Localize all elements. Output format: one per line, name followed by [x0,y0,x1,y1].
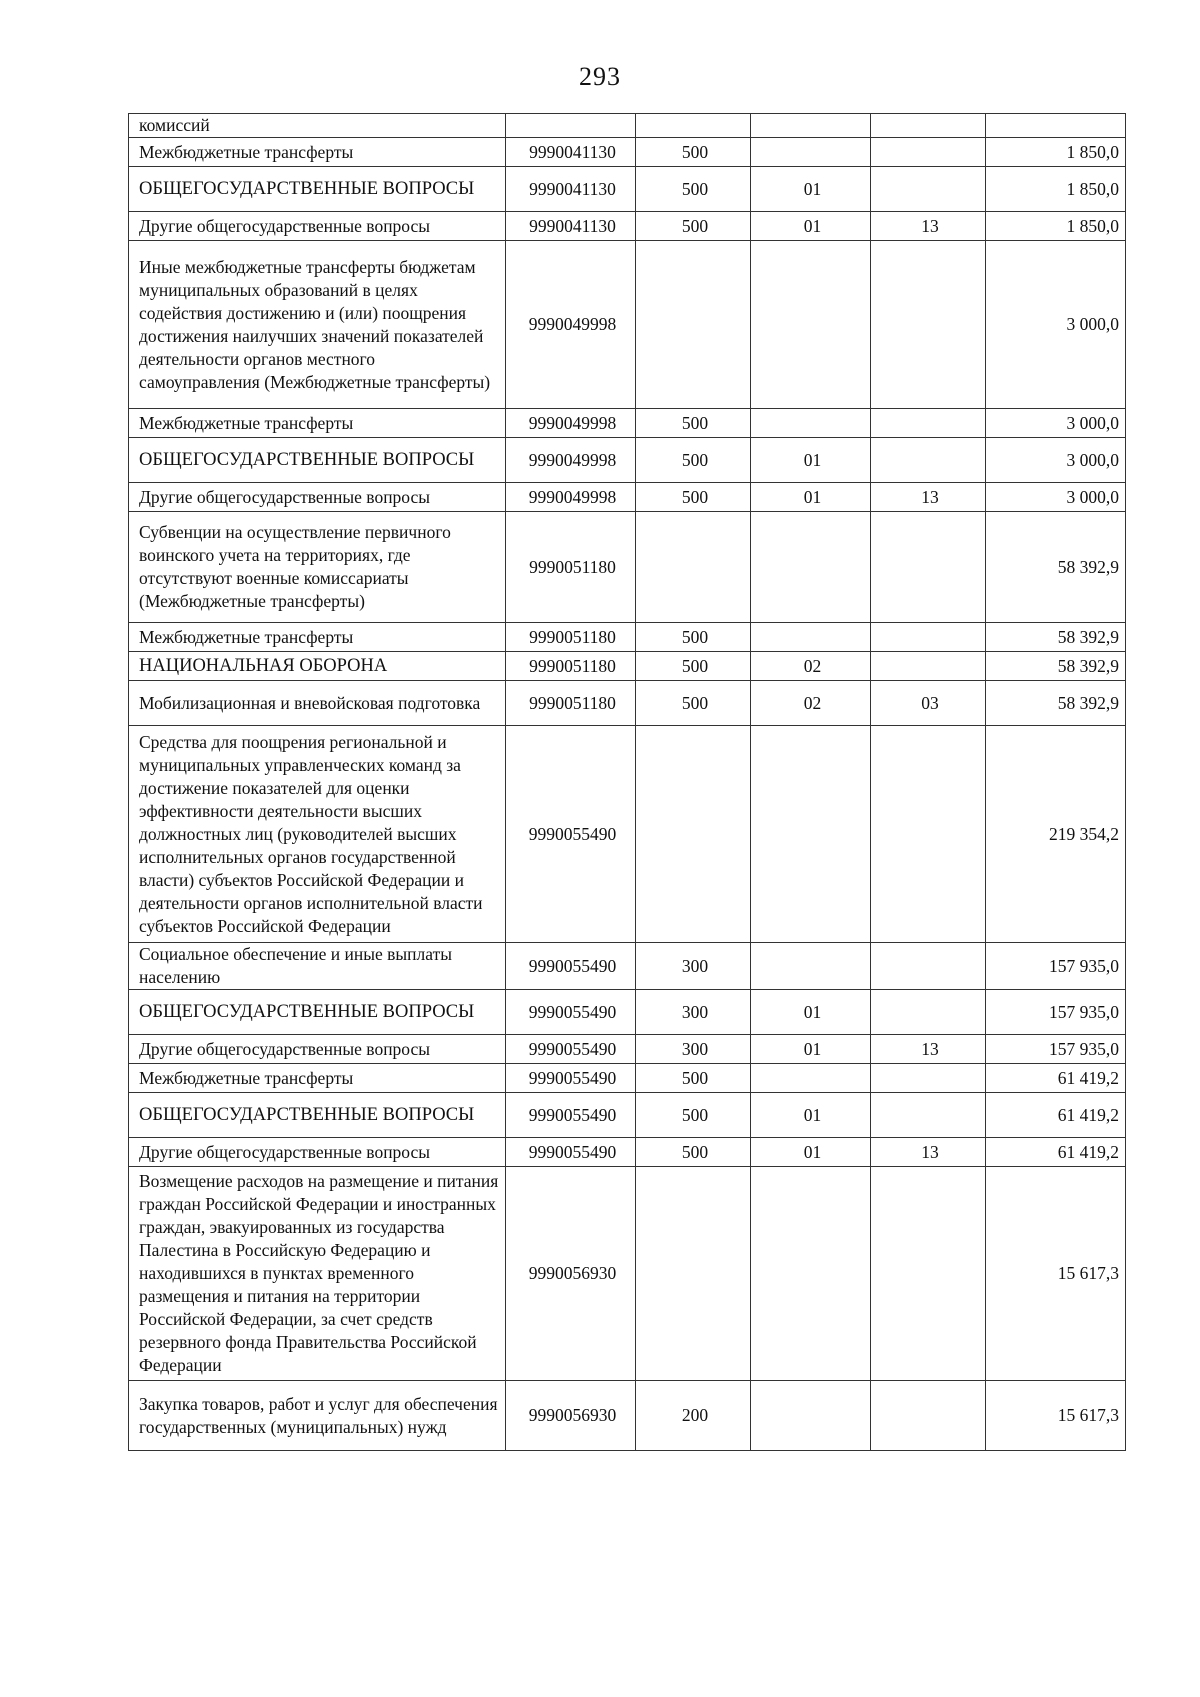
row-name-cell: Социальное обеспечение и иные выплаты населению [129,943,506,990]
budget-table [128,113,1126,1451]
row-target-article-cell: 9990056930 [506,1381,636,1451]
table-row [129,652,1126,681]
row-amount-cell: 61 419,2 [986,1093,1126,1138]
row-amount-cell: 157 935,0 [986,943,1126,990]
row-amount-cell: 3 000,0 [986,483,1126,512]
table-row [129,512,1126,623]
table-row [129,1167,1126,1381]
row-section-cell: 01 [751,438,871,483]
row-expense-type-cell: 500 [636,1138,751,1167]
table-row [129,241,1126,409]
row-amount-cell: 61 419,2 [986,1138,1126,1167]
table-row [129,1035,1126,1064]
row-amount-cell: 3 000,0 [986,409,1126,438]
table-row [129,1093,1126,1138]
row-expense-type-cell: 500 [636,409,751,438]
row-section-cell: 01 [751,483,871,512]
row-amount-cell: 15 617,3 [986,1381,1126,1451]
row-name-cell: Субвенции на осуществление первичного воинского учета на территориях, где отсутствуют военные комиссариаты (Межбюджетные трансферты) [129,512,506,623]
row-expense-type-cell: 500 [636,438,751,483]
row-subsection-cell [871,438,986,483]
row-name-cell: Другие общегосударственные вопросы [129,212,506,241]
row-expense-type-cell: 300 [636,1035,751,1064]
row-target-article-cell: 9990051180 [506,681,636,726]
row-expense-type-cell: 500 [636,212,751,241]
row-target-article-cell: 9990055490 [506,1064,636,1093]
row-expense-type-cell [636,114,751,138]
row-subsection-cell [871,623,986,652]
row-name-cell: Возмещение расходов на размещение и питания граждан Российской Федерации и иностранных граждан, эвакуированных из государства Палестина в Российскую Федерацию и находившихся в пунктах временного размещения и питания на территории Российской Федерации, за счет средств резервного фонда Правительства Российской Федерации [129,1167,506,1381]
row-subsection-cell: 13 [871,1138,986,1167]
row-name-cell: Иные межбюджетные трансферты бюджетам муниципальных образований в целях содействия достижению и (или) поощрения достижения наилучших значений показателей деятельности органов местного самоуправления (Межбюджетные трансферты) [129,241,506,409]
row-amount-cell: 3 000,0 [986,241,1126,409]
row-section-cell: 01 [751,1035,871,1064]
row-section-cell: 01 [751,1138,871,1167]
row-section-cell [751,726,871,943]
table-row [129,623,1126,652]
table-row [129,138,1126,167]
row-target-article-cell: 9990041130 [506,138,636,167]
row-subsection-cell [871,114,986,138]
row-subsection-cell [871,943,986,990]
row-name-cell: ОБЩЕГОСУДАРСТВЕННЫЕ ВОПРОСЫ [129,438,506,483]
row-name-cell: Другие общегосударственные вопросы [129,483,506,512]
row-amount-cell: 3 000,0 [986,438,1126,483]
row-expense-type-cell: 200 [636,1381,751,1451]
row-subsection-cell [871,652,986,681]
row-subsection-cell: 13 [871,212,986,241]
row-subsection-cell [871,1064,986,1093]
row-name-cell: Другие общегосударственные вопросы [129,1138,506,1167]
row-subsection-cell [871,241,986,409]
row-amount-cell: 1 850,0 [986,138,1126,167]
row-section-cell [751,114,871,138]
table-row [129,1138,1126,1167]
row-target-article-cell: 9990055490 [506,1093,636,1138]
row-expense-type-cell: 300 [636,990,751,1035]
row-section-cell [751,943,871,990]
row-expense-type-cell: 500 [636,623,751,652]
row-target-article-cell: 9990056930 [506,1167,636,1381]
row-expense-type-cell: 500 [636,652,751,681]
row-section-cell [751,623,871,652]
row-expense-type-cell: 500 [636,167,751,212]
row-target-article-cell: 9990055490 [506,1035,636,1064]
row-expense-type-cell [636,241,751,409]
row-expense-type-cell [636,726,751,943]
row-name-cell: комиссий [129,114,506,138]
table-row [129,212,1126,241]
row-section-cell: 02 [751,681,871,726]
row-amount-cell: 58 392,9 [986,652,1126,681]
row-target-article-cell: 9990049998 [506,483,636,512]
row-subsection-cell [871,1093,986,1138]
row-amount-cell: 58 392,9 [986,512,1126,623]
row-target-article-cell: 9990041130 [506,212,636,241]
row-target-article-cell: 9990055490 [506,990,636,1035]
row-expense-type-cell: 500 [636,1093,751,1138]
table-row [129,114,1126,138]
row-subsection-cell [871,409,986,438]
row-target-article-cell: 9990049998 [506,241,636,409]
row-target-article-cell [506,114,636,138]
row-amount-cell: 157 935,0 [986,990,1126,1035]
row-target-article-cell: 9990049998 [506,409,636,438]
row-section-cell [751,512,871,623]
row-expense-type-cell: 300 [636,943,751,990]
row-expense-type-cell: 500 [636,681,751,726]
row-section-cell: 02 [751,652,871,681]
row-expense-type-cell [636,1167,751,1381]
row-subsection-cell [871,726,986,943]
table-row [129,726,1126,943]
row-amount-cell: 1 850,0 [986,167,1126,212]
row-name-cell: Межбюджетные трансферты [129,409,506,438]
row-name-cell: Межбюджетные трансферты [129,1064,506,1093]
row-name-cell: НАЦИОНАЛЬНАЯ ОБОРОНА [129,652,506,681]
row-amount-cell: 61 419,2 [986,1064,1126,1093]
row-name-cell: Другие общегосударственные вопросы [129,1035,506,1064]
table-row [129,1064,1126,1093]
table-row [129,409,1126,438]
row-subsection-cell [871,990,986,1035]
row-section-cell: 01 [751,167,871,212]
row-section-cell [751,1381,871,1451]
table-row [129,438,1126,483]
row-target-article-cell: 9990051180 [506,512,636,623]
row-target-article-cell: 9990051180 [506,652,636,681]
row-target-article-cell: 9990055490 [506,1138,636,1167]
table-row [129,167,1126,212]
row-expense-type-cell: 500 [636,1064,751,1093]
row-target-article-cell: 9990055490 [506,726,636,943]
row-subsection-cell [871,167,986,212]
row-name-cell: ОБЩЕГОСУДАРСТВЕННЫЕ ВОПРОСЫ [129,1093,506,1138]
row-amount-cell [986,114,1126,138]
row-amount-cell: 1 850,0 [986,212,1126,241]
row-name-cell: Средства для поощрения региональной и муниципальных управленческих команд за достижение показателей для оценки эффективности деятельности высших должностных лиц (руководителей высших исполнительных органов государственной власти) субъектов Российской Федерации и деятельности органов исполнительной власти субъектов Российской Федерации [129,726,506,943]
row-name-cell: Межбюджетные трансферты [129,623,506,652]
row-expense-type-cell [636,512,751,623]
row-target-article-cell: 9990041130 [506,167,636,212]
row-subsection-cell: 03 [871,681,986,726]
table-row [129,943,1126,990]
row-target-article-cell: 9990055490 [506,943,636,990]
row-amount-cell: 15 617,3 [986,1167,1126,1381]
row-section-cell: 01 [751,1093,871,1138]
table-row [129,990,1126,1035]
row-subsection-cell [871,512,986,623]
row-section-cell [751,409,871,438]
row-section-cell: 01 [751,212,871,241]
budget-table-body [129,114,1126,1451]
row-amount-cell: 58 392,9 [986,623,1126,652]
row-expense-type-cell: 500 [636,138,751,167]
row-name-cell: Мобилизационная и вневойсковая подготовка [129,681,506,726]
table-row [129,1381,1126,1451]
table-row [129,681,1126,726]
row-name-cell: Закупка товаров, работ и услуг для обеспечения государственных (муниципальных) нужд [129,1381,506,1451]
row-section-cell [751,138,871,167]
row-target-article-cell: 9990049998 [506,438,636,483]
row-subsection-cell [871,1381,986,1451]
row-expense-type-cell: 500 [636,483,751,512]
row-subsection-cell [871,138,986,167]
row-section-cell [751,1064,871,1093]
row-subsection-cell [871,1167,986,1381]
table-row [129,483,1126,512]
page-number: 293 [579,62,621,91]
row-section-cell [751,1167,871,1381]
row-name-cell: ОБЩЕГОСУДАРСТВЕННЫЕ ВОПРОСЫ [129,990,506,1035]
row-section-cell: 01 [751,990,871,1035]
row-name-cell: ОБЩЕГОСУДАРСТВЕННЫЕ ВОПРОСЫ [129,167,506,212]
row-target-article-cell: 9990051180 [506,623,636,652]
row-subsection-cell: 13 [871,483,986,512]
row-amount-cell: 58 392,9 [986,681,1126,726]
row-name-cell: Межбюджетные трансферты [129,138,506,167]
row-amount-cell: 157 935,0 [986,1035,1126,1064]
row-section-cell [751,241,871,409]
row-amount-cell: 219 354,2 [986,726,1126,943]
row-subsection-cell: 13 [871,1035,986,1064]
